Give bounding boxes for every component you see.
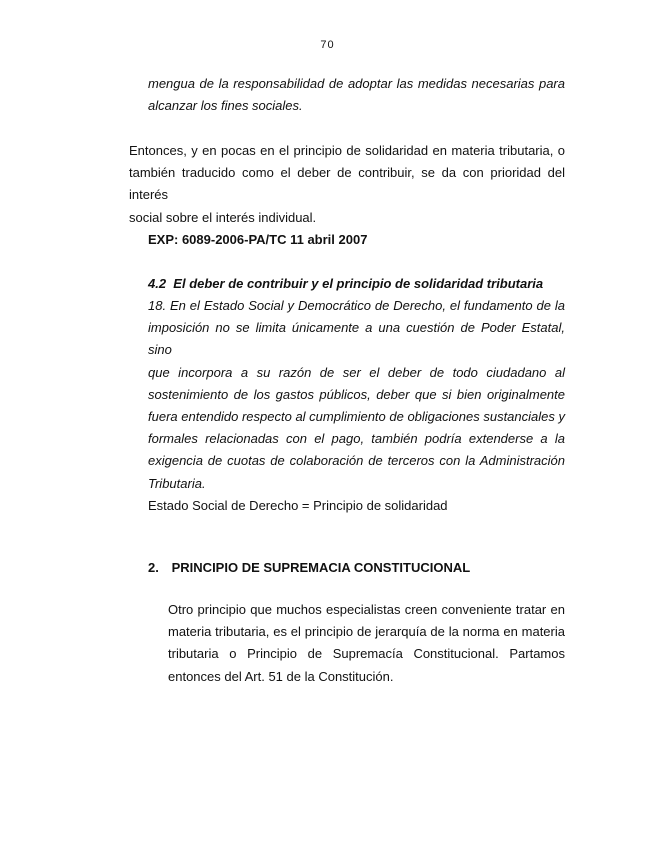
intro-paragraph xyxy=(129,140,565,229)
heading-number: 2. xyxy=(148,560,159,575)
text-line: formales relacionadas con el pago, también podría extenderse a la xyxy=(148,431,565,447)
text-line: Entonces, y en pocas en el principio de solidaridad en materia tributaria, o xyxy=(129,143,565,158)
page-number: 70 xyxy=(320,39,335,51)
text-line: exigencia de cuotas de colaboración de terceros con la Administración xyxy=(148,453,565,469)
text-line: que incorpora a su razón de ser el deber de todo ciudadano al xyxy=(148,364,565,380)
text-line: mengua de la responsabilidad de adoptar las medidas necesarias para xyxy=(148,76,565,91)
text-line: 18. En el Estado Social y Democrático de Derecho, el fundamento de la xyxy=(148,298,565,313)
section-title xyxy=(148,273,565,295)
text-line: Tributaria. xyxy=(148,475,206,491)
text-line: imposición no se limita únicamente a una cuestión de Poder Estatal, sino xyxy=(148,320,565,358)
text-line: tributaria o Principio de Supremacía Constitucional. Partamos xyxy=(168,646,565,662)
text-line: también traducido como el deber de contribuir, se da con prioridad del interés xyxy=(129,165,565,203)
paragraph-18 xyxy=(148,295,565,495)
text-line: social sobre el interés individual. xyxy=(129,209,317,225)
section-title-text: 4.2 El deber de contribuir y el principio de solidaridad tributaria xyxy=(148,276,544,291)
text-line: Otro principio que muchos especialistas creen conveniente tratar en xyxy=(168,602,565,617)
text-line: sostenimiento de los gastos públicos, deber que si bien originalmente xyxy=(148,386,565,402)
text-line: entonces del Art. 51 de la Constitución. xyxy=(168,668,394,684)
text-line: materia tributaria, es el principio de jerarquía de la norma en materia xyxy=(168,624,565,640)
paragraph-2 xyxy=(168,599,565,688)
text-line: alcanzar los fines sociales. xyxy=(148,98,303,114)
heading-2 xyxy=(148,557,565,579)
heading-title: PRINCIPIO DE SUPREMACIA CONSTITUCIONAL xyxy=(171,560,471,575)
case-reference-text: EXP: 6089-2006-PA/TC 11 abril 2007 xyxy=(148,232,368,247)
equation-statement xyxy=(148,495,565,517)
text-line: fuera entendido respecto al cumplimiento de obligaciones sustanciales y xyxy=(148,409,565,425)
case-reference xyxy=(148,229,565,251)
equation-text: Estado Social de Derecho = Principio de solidaridad xyxy=(148,498,448,513)
quoted-text-continuation xyxy=(148,73,565,117)
